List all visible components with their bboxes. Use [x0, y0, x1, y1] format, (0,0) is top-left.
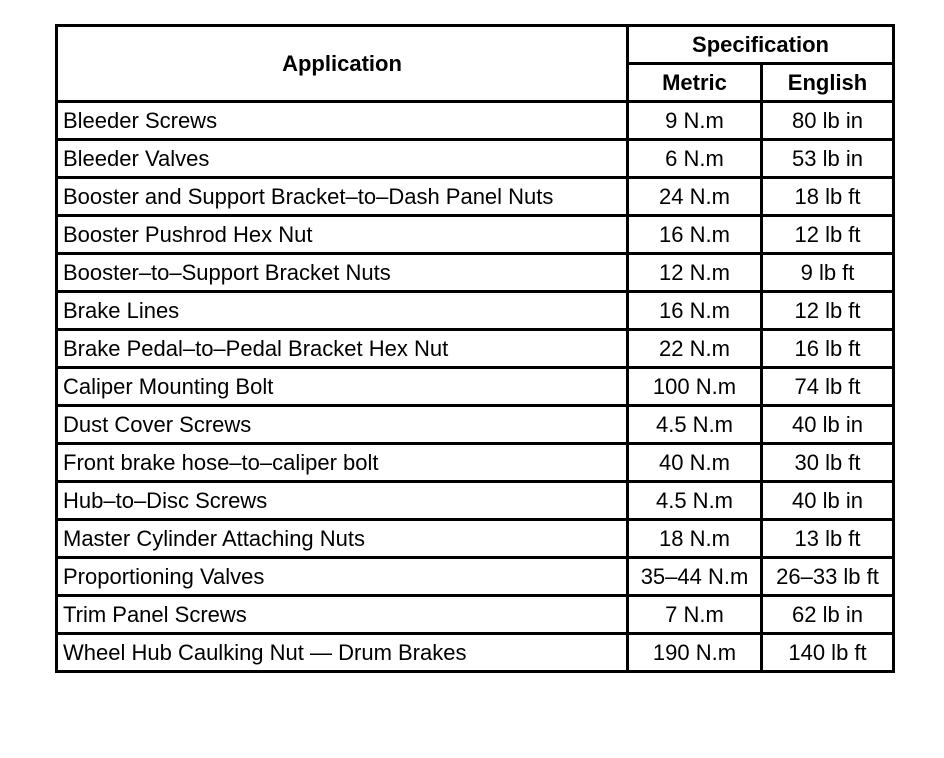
cell-english: 13 lb ft [762, 520, 894, 558]
table-row [57, 330, 894, 368]
cell-english: 80 lb in [762, 102, 894, 140]
cell-english: 12 lb ft [762, 292, 894, 330]
cell-application: Wheel Hub Caulking Nut — Drum Brakes [57, 634, 628, 672]
table-row [57, 520, 894, 558]
cell-metric: 4.5 N.m [628, 406, 762, 444]
cell-application: Booster Pushrod Hex Nut [57, 216, 628, 254]
cell-english: 62 lb in [762, 596, 894, 634]
cell-application: Booster–to–Support Bracket Nuts [57, 254, 628, 292]
cell-english: 40 lb in [762, 406, 894, 444]
cell-metric: 7 N.m [628, 596, 762, 634]
table-row [57, 444, 894, 482]
cell-english: 30 lb ft [762, 444, 894, 482]
cell-metric: 190 N.m [628, 634, 762, 672]
table-row [57, 292, 894, 330]
cell-english: 74 lb ft [762, 368, 894, 406]
cell-english: 16 lb ft [762, 330, 894, 368]
table-row [57, 596, 894, 634]
table-row [57, 140, 894, 178]
cell-application: Proportioning Valves [57, 558, 628, 596]
table-header [57, 26, 894, 102]
cell-english: 12 lb ft [762, 216, 894, 254]
header-specification: Specification [628, 26, 894, 64]
header-application: Application [57, 26, 628, 102]
cell-metric: 100 N.m [628, 368, 762, 406]
cell-metric: 35–44 N.m [628, 558, 762, 596]
cell-application: Front brake hose–to–caliper bolt [57, 444, 628, 482]
cell-metric: 16 N.m [628, 216, 762, 254]
cell-english: 26–33 lb ft [762, 558, 894, 596]
cell-application: Master Cylinder Attaching Nuts [57, 520, 628, 558]
cell-application: Hub–to–Disc Screws [57, 482, 628, 520]
cell-application: Caliper Mounting Bolt [57, 368, 628, 406]
cell-application: Booster and Support Bracket–to–Dash Panel Nuts [57, 178, 628, 216]
cell-metric: 22 N.m [628, 330, 762, 368]
table-row [57, 558, 894, 596]
cell-metric: 4.5 N.m [628, 482, 762, 520]
header-row-top [57, 26, 894, 64]
cell-application: Bleeder Screws [57, 102, 628, 140]
header-metric: Metric [628, 64, 762, 102]
table-row [57, 368, 894, 406]
table-row [57, 216, 894, 254]
table-row [57, 482, 894, 520]
cell-english: 53 lb in [762, 140, 894, 178]
cell-metric: 24 N.m [628, 178, 762, 216]
cell-application: Bleeder Valves [57, 140, 628, 178]
cell-metric: 6 N.m [628, 140, 762, 178]
cell-english: 18 lb ft [762, 178, 894, 216]
table-row [57, 178, 894, 216]
cell-application: Brake Lines [57, 292, 628, 330]
cell-metric: 9 N.m [628, 102, 762, 140]
table-row [57, 406, 894, 444]
table-row [57, 634, 894, 672]
cell-metric: 16 N.m [628, 292, 762, 330]
cell-application: Brake Pedal–to–Pedal Bracket Hex Nut [57, 330, 628, 368]
table-body [57, 102, 894, 672]
cell-application: Trim Panel Screws [57, 596, 628, 634]
table-row [57, 254, 894, 292]
specification-table [55, 24, 895, 673]
cell-english: 9 lb ft [762, 254, 894, 292]
cell-application: Dust Cover Screws [57, 406, 628, 444]
cell-english: 140 lb ft [762, 634, 894, 672]
cell-english: 40 lb in [762, 482, 894, 520]
header-english: English [762, 64, 894, 102]
cell-metric: 18 N.m [628, 520, 762, 558]
cell-metric: 12 N.m [628, 254, 762, 292]
cell-metric: 40 N.m [628, 444, 762, 482]
table-row [57, 102, 894, 140]
